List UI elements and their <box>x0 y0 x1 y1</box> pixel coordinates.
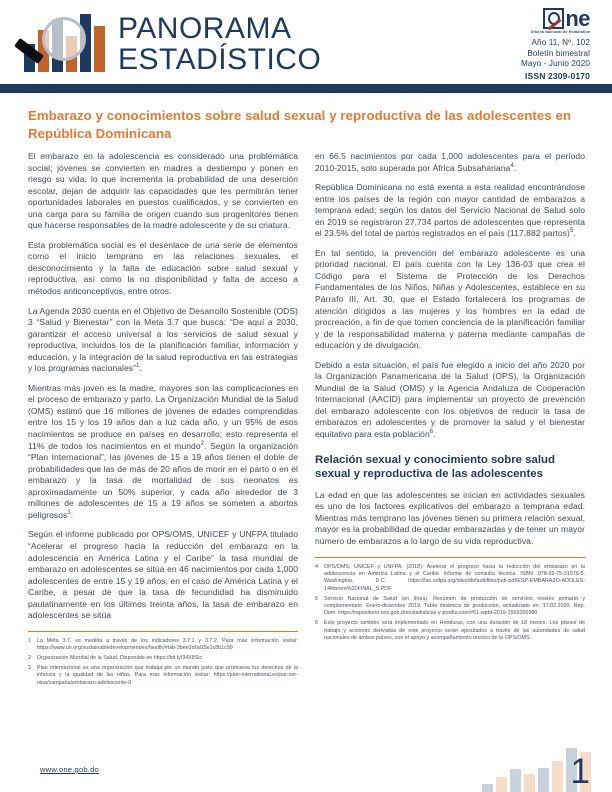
footnote-ref-4: 4 <box>510 162 514 169</box>
page-header <box>0 0 612 96</box>
footnote-number: 5 <box>315 595 318 602</box>
panorama-estadistico-logo-icon <box>22 12 108 78</box>
section-heading: Relación sexual y conocimiento sobre salud sexual y reproductiva de las adolescentes <box>315 453 555 481</box>
wordmark-line-2: ESTADÍSTICO <box>118 42 322 76</box>
page-footer <box>0 746 612 792</box>
footer-bar <box>538 768 549 792</box>
paragraph: en 66.5 nacimientos por cada 1,000 adolescentes para el período 2010-2015, solo superada por África Subsahariana$^4$. <box>315 151 585 173</box>
issue-periodicity: Boletín bimestral <box>527 48 590 58</box>
footnote-item <box>315 620 585 642</box>
footnote-number: 3 <box>28 665 31 671</box>
footer-bar <box>524 774 535 792</box>
footnote-item <box>28 665 298 687</box>
footnote-text: Organización Mundial de la Salud. Disponible en https://bit.ly/34X8Sic <box>37 655 203 662</box>
paragraph: El embarazo en la adolescencia es considerado una problemática social; jóvenes se convierten en madres a destiempo y ponen en riesgo su vida; lo que incrementa la probabilidad de una deserción escolar, dejan de adquirir las capacidades que les permitirán tener oportunidades laborales en puestos cualificados, y se convierten en una carga para su familia de origen cuando sus progenitores tienen que hacerse responsables de la madre adolescente y de su criatura. <box>28 151 298 231</box>
paragraph: En tal sentido, la prevención del embarazo adolescente es una prioridad nacional. El país cuenta con la Ley 136-03 que crea el Código para el Sistema de Protección de los Derechos Fundamentales de los Niños, Niñas y Adolescentes, establece en su Párrafo III, Art. 30, que el Estado fortalecerá los programas de atención dirigidos a las mujeres y los hombres en la edad de procreación, a fin de que tomen conciencia de la planificación familiar y de la responsabilidad materna y paterna mediante campañas de educación y de divulgación. <box>315 247 585 351</box>
one-logo-row <box>530 5 590 31</box>
one-o-glyph-icon <box>543 8 564 29</box>
footnote-ref-3: 3 <box>67 510 71 517</box>
footer-bar <box>552 761 563 792</box>
paragraph-text: en 66.5 nacimientos por cada 1,000 adolescentes para el período 2010-2015, solo superada por África Subsahariana <box>315 151 585 173</box>
footnote-text: OPS/OMS, UNICEF y UNFPA. (2018). Acelerar el progreso hacia la reducción del embarazo en la adolescencia en América Latina y el Caribe. Informe de consulta técnica. ISBN: 978-92-75-31976-5. Washington, D.C. https://lac.unfpa.org/sites/default/files/pub-pdf/ESP-EMBARAZO-ADOLES-14febrero%20FINAL_S.PDF <box>324 563 585 592</box>
footnote-text: Plan Internacional es una organización que trabaja por un mundo justo que promueva los derechos de la infancia y la igualdad de las niñas. Para más información visitar: https://plan-international.es/por-ser-nina/campana/embarazo-adolescente-0 <box>37 665 298 686</box>
footer-bar <box>482 784 493 792</box>
footnote-ref-1: 1 <box>135 363 140 370</box>
footnote-item <box>28 655 298 662</box>
footnote-ref-5: 5 <box>569 228 574 235</box>
publication-wordmark <box>118 12 322 76</box>
footnote-number: 4 <box>315 563 318 570</box>
footer-bar <box>510 769 521 792</box>
footnote-item <box>315 596 585 618</box>
article-body <box>0 96 612 690</box>
wordmark-line-1: PANORAMA <box>118 12 292 45</box>
paragraph: La Agenda 2030 cuenta en el Objetivo de Desarrollo Sostenible (ODS) 3 “Salud y Bienestar” con la Meta 3.7 que busca: “De aquí a 2030, garantizar el acceso universal a los servicios de salud sexual y reproductiva, incluidos los de la planificación familiar, información y educación, y la integración de la salud reproductiva en las estrategias y los programas nacionales”$^1$. <box>28 305 298 374</box>
paragraph-text: Mientras más joven es la madre, mayores son las complicaciones en el proceso de embarazo y parto. La Organización Mundial de la Salud (OMS) estimó que 16 millones de jóvenes de edades comprendidas entre los 15 y los 19 años dan a luz cada año, y un 95% de esos nacimientos se produce en países en desarrollo; esto representa el 11% de todos los nacimientos en el mundo <box>28 382 298 451</box>
footnote-number: 1 <box>28 637 31 644</box>
two-column-layout <box>28 151 586 690</box>
one-institution-logo <box>530 5 590 34</box>
one-logo-tagline: Oficina Nacional de Estadística <box>530 30 590 34</box>
right-column <box>315 151 585 690</box>
issue-issn: ISSN 2309-0170 <box>525 70 590 81</box>
issue-date: Mayo - Junio 2020 <box>520 59 590 68</box>
paragraph: República Dominicana no está exenta a esta realidad encontrándose entre los países de la región con mayor cantidad de embarazos a temprana edad; según los datos del Servicio Nacional de Salud solo en 2019 se registraron 27,734 partos de adolescentes que representa el 23.5% del total de partos registrados en el país (117,882 partos)$^5$. <box>315 182 585 239</box>
footnote-number: 2 <box>28 655 31 662</box>
footnote-text: Servicio Nacional de Salud (en línea). Resumen de producción de servicios niveles primario y complementario. Enero-diciembre 2019. Tabla dinámica de producción, actualizado en: 17.02.2020. Rep. Dom. https://repositorio.sns.gob.do/estadisticas-y-produccion/#51-wpfd-2019-1569266980 <box>324 595 585 617</box>
footnote-item <box>315 564 585 594</box>
left-column <box>28 151 298 690</box>
footnote-number: 6 <box>315 620 318 627</box>
header-divider-rule <box>0 84 612 93</box>
magnifier-lens-icon <box>42 17 86 61</box>
page-number: 1 <box>570 752 590 791</box>
footnote-text: Este proyecto también será implementado en Honduras, con una duración de 18 meses. Los planes de trabajo y acciones derivadas de este proyecto serán ejecutados a través de las autoridades de salud nacionales de ambos países, con el apoyo y acompañamiento técnico de la OPS/OMS. <box>324 620 585 642</box>
paragraph: Según el informe publicado por OPS/OMS, UNICEF y UNFPA titulado “Acelerar el progreso hacia la reducción del embarazo en la adolescencia en América Latina y el Caribe” la tasa mundial de embarazo en adolescentes se sitúa en 46 nacimientos por cada 1,000 adolescentes de entre 15 y 19 años; en el caso de América Latina y el Caribe, a pesar de que la tasa de fecundidad ha disminuido paulatinamente en los últimos treinta años, la tasa de embarazo en adolescentes se sitúa <box>28 529 298 621</box>
logo-bar <box>94 26 105 72</box>
paragraph-text: La Agenda 2030 cuenta en el Objetivo de Desarrollo Sostenible (ODS) 3 “Salud y Bienestar” con la Meta 3.7 que busca: “De aquí a 2030, garantizar el acceso universal a los servicios de salud sexual y reproductiva, incluidos los de la planificación familiar, información y educación, y la integración de la salud reproductiva en las estrategias y los programas nacionales” <box>28 305 298 374</box>
one-ne-text: ne <box>565 5 590 31</box>
right-footnotes <box>315 557 585 643</box>
issue-info-block <box>520 5 598 81</box>
website-link[interactable]: www.one.gob.do <box>40 765 99 774</box>
footnote-ref-2: 2 <box>200 440 205 447</box>
footnote-item <box>28 638 298 653</box>
paragraph: La edad en que las adolescentes se inician en actividades sexuales es uno de los factores explicativos del embarazo a temprana edad. Mientras más temprano las jóvenes tienen su primera relación sexual, mayor es la probabilidad de quedar embarazadas y de tener un mayor número de embarazos a lo largo de su vida reproductiva. <box>315 489 585 546</box>
masthead <box>0 0 612 80</box>
paragraph-text: Debido a esta situación, el país fue elegido a inicio del año 2020 por la Organización Panamericana de la Salud (OPS), la Organización Mundial de la Salud (OMS) y la Agencia Andaluza de Cooperación Internacional (AACID) para implementar un proyecto de prevención del embarazo adolescente con los objetivos de reducir la tasa de embarazos en adolescentes y de promover la salud y el bienestar equitativo para esta población <box>315 359 585 440</box>
footnote-ref-6: 6 <box>429 429 434 436</box>
article-title: Embarazo y conocimientos sobre salud sexual y reproductiva de las adolescentes en República Dominicana <box>28 108 572 141</box>
issue-year-number: Año 11, Nº. 102 <box>531 38 590 47</box>
footnote-text: La Meta 3.7. es medida a través de los indicadores 3.7.1 y 3.7.2. Para más información visitar: https://www.un.org/sustainabledevelopment/es/health/#tab-3bee2d0d15e1c8b1c99 <box>37 637 298 652</box>
paragraph: Esta problemática social es el desenlace de una serie de elementos como el inicio temprano en las relaciones sexuales, el desconocimiento y la falta de educación sobre salud sexual y reproductiva, así como la no disponibilidad y falta de acceso a métodos anticonceptivos, entre otros. <box>28 239 298 297</box>
left-footnotes <box>28 631 298 687</box>
paragraph-text-tail: . Según la organización “Plan Internacional”, las jóvenes de 15 a 19 años tienen el doble de probabilidades que las de más de 20 años de morir en el parto o en el embarazo y la tasa de mortalidad de sus neonatos es aproximadamente un 50% superior, y cada año alrededor de 3 millones de adolescentes de 15 a 19 años se someten a abortos peligrosos <box>28 440 299 520</box>
footer-bar <box>496 777 507 792</box>
paragraph-text: República Dominicana no está exenta a esta realidad encontrándose entre los países de la región con mayor cantidad de embarazos a temprana edad; según los datos del Servicio Nacional de Salud solo en 2019 se registraron 27,734 partos de adolescentes que representa el 23.5% del total de partos registrados en el país (117,882 partos) <box>315 182 585 239</box>
paragraph: Debido a esta situación, el país fue elegido a inicio del año 2020 por la Organización Panamericana de la Salud (OPS), la Organización Mundial de la Salud (OMS) y la Agencia Andaluza de Cooperación Internacional (AACID) para implementar un proyecto de prevención del embarazo adolescente con los objetivos de reducir la tasa de embarazos en adolescentes y de promover la salud y el bienestar equitativo para esta población$^6$. <box>315 359 585 440</box>
paragraph: Mientras más joven es la madre, mayores son las complicaciones en el proceso de embarazo y parto. La Organización Mundial de la Salud (OMS) estimó que 16 millones de jóvenes de edades comprendidas entre los 15 y los 19 años dan a luz cada año, y un 95% de esos nacimientos se produce en países en desarrollo; esto representa el 11% de todos los nacimientos en el mundo$^2$. Según la organización “Plan Internacional”, las jóvenes de 15 a 19 años tienen el doble de probabilidades que las de más de 20 años de morir en el parto o en el embarazo y la tasa de mortalidad de sus neonatos es aproximadamente un 50% superior, y cada año alrededor de 3 millones de adolescentes de 15 a 19 años se someten a abortos peligrosos$^3$. <box>28 382 299 520</box>
